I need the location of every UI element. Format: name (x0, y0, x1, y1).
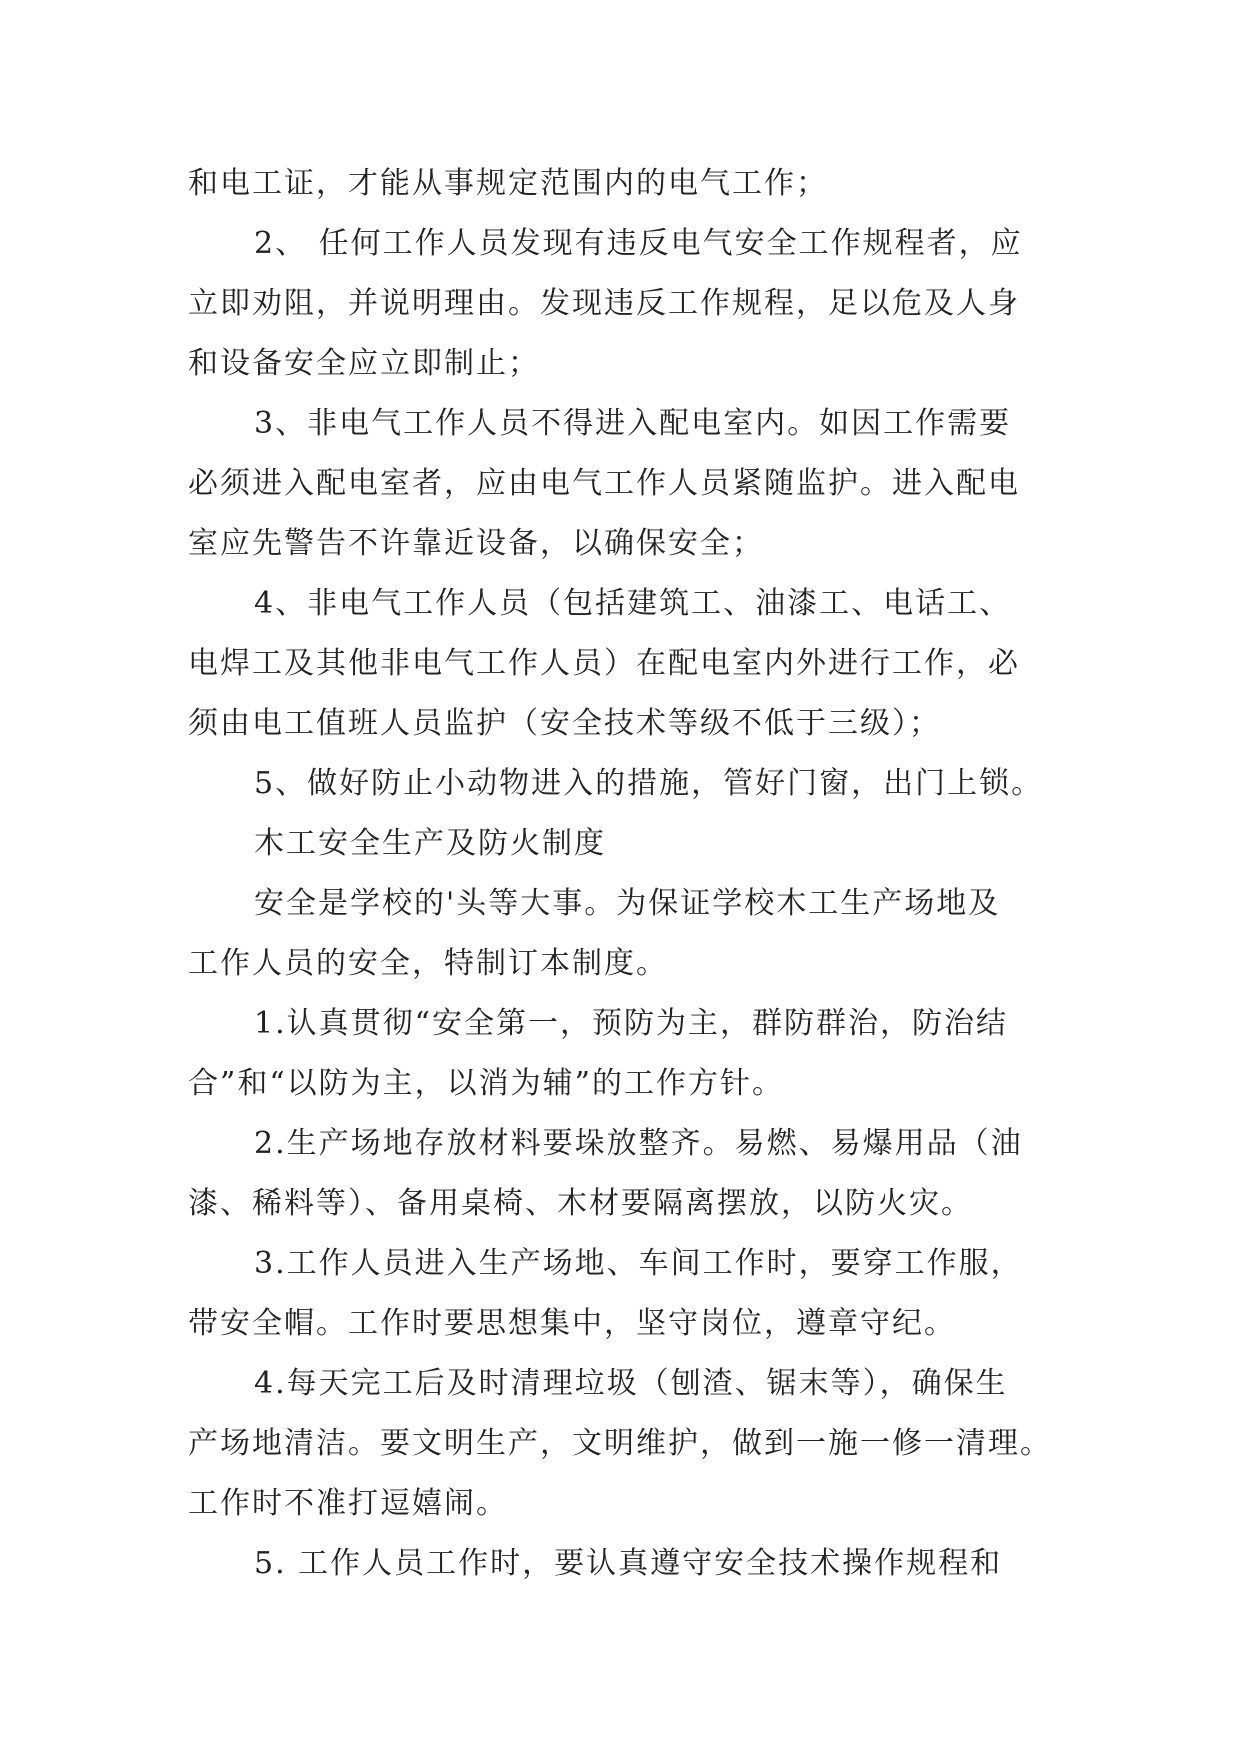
text-line: 产场地清洁。要文明生产，文明维护，做到一施一修一清理。 (188, 1426, 1052, 1461)
paragraph-line-rule-2: 2.生产场地存放材料要垛放整齐。易燃、易爆用品（油 (254, 1126, 1023, 1161)
text-line: 电焊工及其他非电气工作人员）在配电室内外进行工作，必 (188, 646, 1020, 681)
section-heading: 木工安全生产及防火制度 (254, 826, 606, 861)
paragraph-line-rule-5: 5. 工作人员工作时，要认真遵守安全技术操作规程和 (254, 1546, 1003, 1581)
paragraph-line-item-3: 3、非电气工作人员不得进入配电室内。如因工作需要 (254, 406, 1012, 441)
paragraph-line-intro: 安全是学校的'头等大事。为保证学校木工生产场地及 (254, 886, 1001, 921)
text-line: 漆、稀料等）、备用桌椅、木材要隔离摆放，以防火灾。 (188, 1186, 973, 1221)
text-line: 立即劝阻，并说明理由。发现违反工作规程，足以危及人身 (188, 286, 1020, 321)
paragraph-line-item-2: 2、 任何工作人员发现有违反电气安全工作规程者，应 (254, 226, 1023, 261)
body-text (188, 154, 1068, 1594)
text-line: 带安全帽。工作时要思想集中，坚守岗位，遵章守纪。 (188, 1306, 956, 1341)
paragraph-line-rule-1: 1.认真贯彻“安全第一，预防为主，群防群治，防治结 (254, 1006, 1008, 1041)
text-line: 工作人员的安全，特制订本制度。 (188, 946, 668, 981)
paragraph-line-rule-3: 3.工作人员进入生产场地、车间工作时，要穿工作服， (254, 1246, 1023, 1281)
paragraph-line-rule-4: 4.每天完工后及时清理垃圾（刨渣、锯末等），确保生 (254, 1366, 1008, 1401)
text-line: 必须进入配电室者，应由电气工作人员紧随监护。进入配电 (188, 466, 1020, 501)
paragraph-line-item-4: 4、非电气工作人员（包括建筑工、油漆工、电话工、 (254, 586, 1012, 621)
text-line: 须由电工值班人员监护（安全技术等级不低于三级）； (188, 706, 941, 741)
text-line: 和设备安全应立即制止； (188, 346, 540, 381)
text-line: 和电工证，才能从事规定范围内的电气工作； (188, 166, 828, 201)
text-line: 工作时不准打逗嬉闹。 (188, 1486, 508, 1521)
paragraph-line-item-5: 5、做好防止小动物进入的措施，管好门窗，出门上锁。 (254, 766, 1044, 801)
text-line: 室应先警告不许靠近设备，以确保安全； (188, 526, 764, 561)
text-line: 合”和“以防为主，以消为辅”的工作方针。 (188, 1066, 785, 1101)
